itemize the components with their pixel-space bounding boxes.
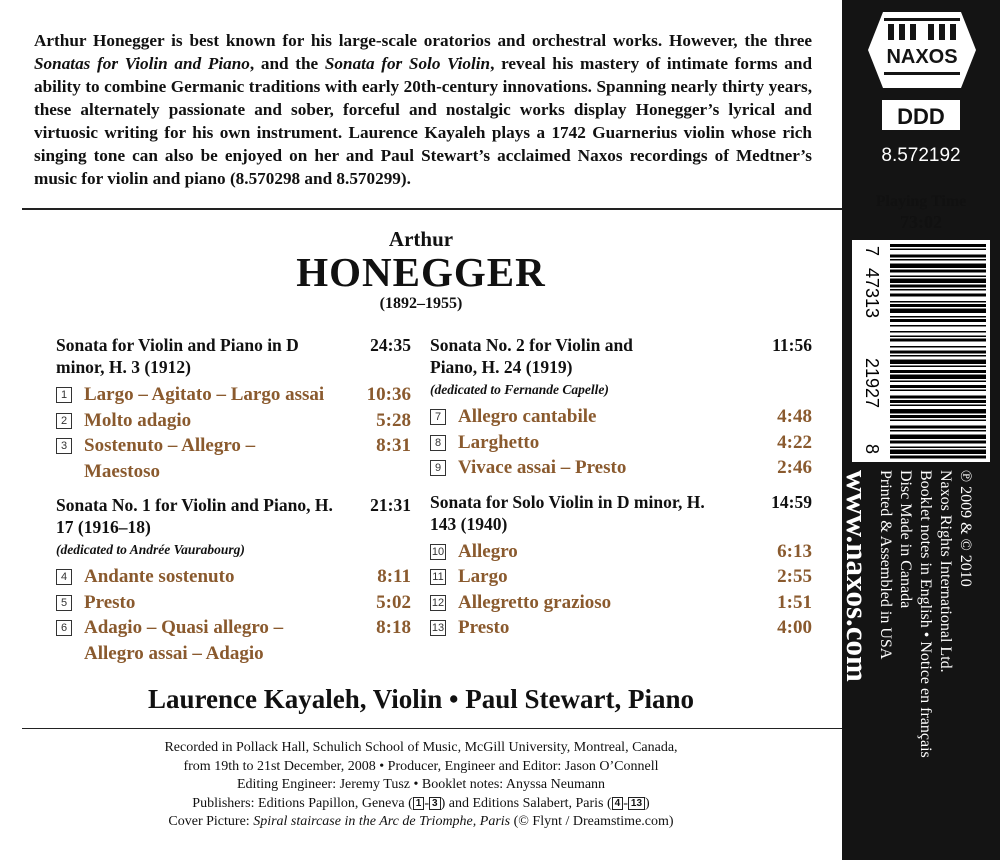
composer-dates: (1892–1955): [379, 295, 463, 312]
legal-line: Printed & Assembled in USA: [877, 470, 894, 660]
track-ref-box: 4: [612, 797, 624, 810]
legal-line: Naxos Rights International Ltd.: [937, 470, 954, 673]
barcode-bar: [890, 385, 986, 388]
ddd-badge: DDD: [882, 100, 960, 130]
legal-notices: [875, 470, 975, 758]
barcode-bar: [890, 276, 986, 278]
track-row: [56, 615, 411, 666]
track-row: [56, 382, 411, 408]
blurb-text: , reveal his mastery of intimate forms and ability to combine Germanic traditions with early 20th-century innovations. Spanning nearly thirty years, these alternately passionate and sober, forceful and nostalgic works display Honegger’s lyrical and virtuosic writing for his own instrument. Laurence Kayaleh plays a 1742 Guarnerius violin whose rich singing tone can also be enjoyed on her and Paul Stewart’s acclaimed Naxos recordings of Medtner’s music for violin and piano (8.570298 and 8.570299).: [34, 54, 813, 188]
barcode-graphic: [852, 240, 990, 462]
track-duration: 5:28: [376, 409, 411, 431]
barcode-bar: [890, 390, 986, 392]
track-title: Largo: [458, 566, 508, 587]
work-duration: 24:35: [370, 335, 411, 355]
track-ref-box: 13: [628, 797, 645, 810]
work-title: Sonata for Solo Violin in D minor, H. 143 (1940): [430, 491, 705, 534]
track-title: Molto adagio: [84, 409, 192, 431]
track-row: [56, 564, 411, 590]
track-title: Allegretto grazioso: [458, 591, 612, 613]
playing-time: [842, 192, 1000, 232]
work-title: Sonata No. 2 for Violin and Piano, H. 24 (1919): [430, 335, 633, 377]
track-duration: 10:36: [366, 384, 411, 405]
track-row: [430, 430, 812, 456]
barcode-bar: [890, 447, 986, 449]
track-duration: 4:00: [777, 617, 812, 638]
track-number-box: 9: [430, 460, 446, 476]
barcode-bar: [890, 409, 986, 414]
track-duration: 1:51: [777, 591, 812, 613]
naxos-logo: [866, 10, 978, 92]
barcode-bar: [890, 375, 986, 380]
track-duration: 4:22: [777, 431, 812, 453]
track-number-box: 6: [56, 620, 72, 636]
track-ref-box: 1: [413, 797, 425, 810]
track-number-box: 8: [430, 435, 446, 451]
barcode-bar: [890, 331, 986, 333]
work-heading: [56, 334, 411, 378]
track-duration: 2:55: [777, 566, 812, 587]
track-row: [430, 455, 812, 481]
barcode-bar: [890, 294, 986, 297]
track-title: Vivace assai – Presto: [458, 457, 627, 478]
legal-line: Booklet notes in English • Notice en français: [917, 470, 934, 758]
barcode: [852, 240, 990, 462]
track-title: Sostenuto – Allegro – Maestoso: [84, 435, 256, 482]
legal-line: Disc Made in Canada: [897, 470, 914, 609]
track-duration: 8:18: [376, 617, 411, 638]
barcode-bar: [890, 336, 986, 338]
track-title: Allegro cantabile: [458, 406, 597, 427]
barcode-bar: [890, 325, 986, 327]
composer-last-name: HONEGGER: [296, 249, 546, 295]
barcode-bar: [890, 400, 986, 403]
barcode-bar: [890, 319, 986, 322]
playing-time-value: 73:02: [900, 212, 942, 232]
track-row: [56, 408, 411, 434]
credits-cover: Cover Picture: Spiral staircase in the Arc de Triomphe, Paris (© Flynt / Dreamstime.com): [168, 814, 674, 829]
barcode-bar: [890, 450, 986, 455]
barcode-bar: [890, 420, 986, 422]
track-number-box: 7: [430, 409, 446, 425]
barcode-bar: [890, 355, 986, 357]
track-number-box: 4: [56, 569, 72, 585]
barcode-bar: [890, 430, 986, 432]
divider-top: [22, 208, 842, 210]
track-title: Allegro: [458, 540, 518, 562]
work-dedication: (dedicated to Fernande Capelle): [430, 382, 609, 397]
recording-credits: [40, 739, 802, 832]
tracklist-right-column: [430, 334, 812, 641]
barcode-bar: [890, 255, 986, 258]
work-duration: 11:56: [772, 335, 812, 355]
track-number-box: 1: [56, 387, 72, 403]
track-number-box: 5: [56, 595, 72, 611]
track-row: [56, 590, 411, 616]
track-row: [430, 404, 812, 430]
track-duration: 5:02: [376, 591, 411, 613]
barcode-bar: [890, 346, 986, 348]
performers-line: Laurence Kayaleh, Violin • Paul Stewart, Piano: [148, 684, 694, 714]
barcode-digits: [862, 246, 882, 454]
track-title: Presto: [458, 617, 510, 638]
track-number-box: 10: [431, 545, 445, 558]
track-title: Adagio – Quasi allegro – Allegro assai – Adagio: [84, 617, 284, 664]
work-heading: [430, 334, 812, 378]
barcode-digit: 8: [862, 444, 882, 455]
barcode-bar: [890, 360, 986, 365]
barcode-bar: [890, 426, 986, 429]
track-number-box: 3: [56, 438, 72, 454]
track-row: [430, 539, 812, 565]
legal-line: ℗ 2009 & © 2010: [957, 470, 974, 587]
barcode-bar: [890, 441, 986, 444]
barcode-bar: [890, 370, 986, 373]
credits-publishers: Publishers: Editions Papillon, Geneva ( 1 - 3 ) and Editions Salabert, Paris ( 4 - 13 ): [192, 795, 650, 811]
credits-line: Editing Engineer: Jeremy Tusz • Booklet notes: Anyssa Neumann: [236, 777, 606, 792]
barcode-digit: 47313: [862, 268, 882, 319]
credits-line: Recorded in Pollack Hall, Schulich School of Music, McGill University, Montreal, Canada,: [164, 740, 678, 755]
barcode-bar: [890, 435, 986, 440]
track-title: Andante sostenuto: [84, 566, 235, 587]
barcode-digit: 7: [862, 246, 882, 257]
track-duration: 6:13: [777, 540, 812, 562]
work-heading: [430, 491, 812, 535]
track-row: [430, 590, 812, 616]
track-number-box: 13: [431, 622, 445, 634]
blurb-italic-title: Sonata for Solo Violin: [324, 54, 491, 73]
track-row: [430, 564, 812, 590]
track-title: Presto: [84, 591, 136, 613]
work-heading: [56, 494, 411, 538]
track-ref-box: 3: [429, 797, 441, 810]
track-duration: 8:31: [376, 435, 411, 456]
composer-first-name: Arthur: [388, 227, 454, 251]
barcode-bar: [890, 259, 986, 261]
work-dedication: (dedicated to Andrée Vaurabourg): [56, 542, 245, 557]
work-title: Sonata No. 1 for Violin and Piano, H. 17 (1916–18): [56, 495, 333, 537]
barcode-bar: [890, 415, 986, 418]
track-title: Largo – Agitato – Largo assai: [84, 384, 325, 405]
barcode-bar: [890, 339, 986, 342]
track-duration: 2:46: [777, 457, 812, 478]
barcode-bar: [890, 351, 986, 354]
credits-line: from 19th to 21st December, 2008 • Producer, Engineer and Editor: Jason O’Connell: [183, 758, 659, 774]
barcode-bar: [890, 381, 986, 383]
barcode-bar: [890, 264, 986, 269]
work-duration: 14:59: [771, 491, 812, 512]
track-duration: 4:48: [777, 406, 812, 427]
barcode-bars: [890, 244, 986, 459]
logo-text: NAXOS: [886, 46, 958, 68]
track-row: [56, 433, 411, 484]
playing-time-label: Playing Time: [875, 193, 967, 210]
barcode-bar: [890, 366, 986, 368]
barcode-bar: [890, 405, 986, 407]
track-row: [430, 615, 812, 641]
barcode-digit: 21927: [862, 358, 882, 409]
track-number-box: 12: [431, 596, 445, 609]
barcode-bar: [890, 270, 986, 273]
barcode-bar: [890, 244, 986, 247]
barcode-bar: [890, 316, 986, 318]
website-url: www.naxos.com: [840, 470, 875, 682]
track-number-box: 11: [430, 569, 446, 585]
barcode-bar: [890, 301, 986, 303]
description-blurb: [34, 29, 812, 190]
tracklist-left-column: [56, 334, 411, 666]
track-number-box: 2: [56, 413, 72, 429]
track-duration: 8:11: [377, 566, 411, 587]
barcode-bar: [890, 289, 986, 291]
barcode-bar: [890, 396, 986, 399]
blurb-italic-title: Sonatas for Violin and Piano: [34, 54, 250, 73]
divider-bottom: [22, 728, 842, 729]
blurb-text: Arthur Honegger is best known for his large-scale oratorios and orchestral works. However, the three: [34, 31, 812, 50]
track-title: Larghetto: [458, 431, 540, 453]
catalog-number: 8.572192: [881, 145, 961, 166]
barcode-bar: [890, 279, 986, 284]
work-duration: 21:31: [370, 495, 411, 515]
barcode-bar: [890, 249, 986, 251]
barcode-bar: [890, 285, 986, 288]
barcode-bar: [890, 309, 986, 314]
barcode-bar: [890, 456, 986, 459]
work-title: Sonata for Violin and Piano in D minor, H. 3 (1912): [56, 335, 299, 377]
barcode-bar: [890, 304, 986, 307]
blurb-text: , and the: [249, 54, 325, 73]
